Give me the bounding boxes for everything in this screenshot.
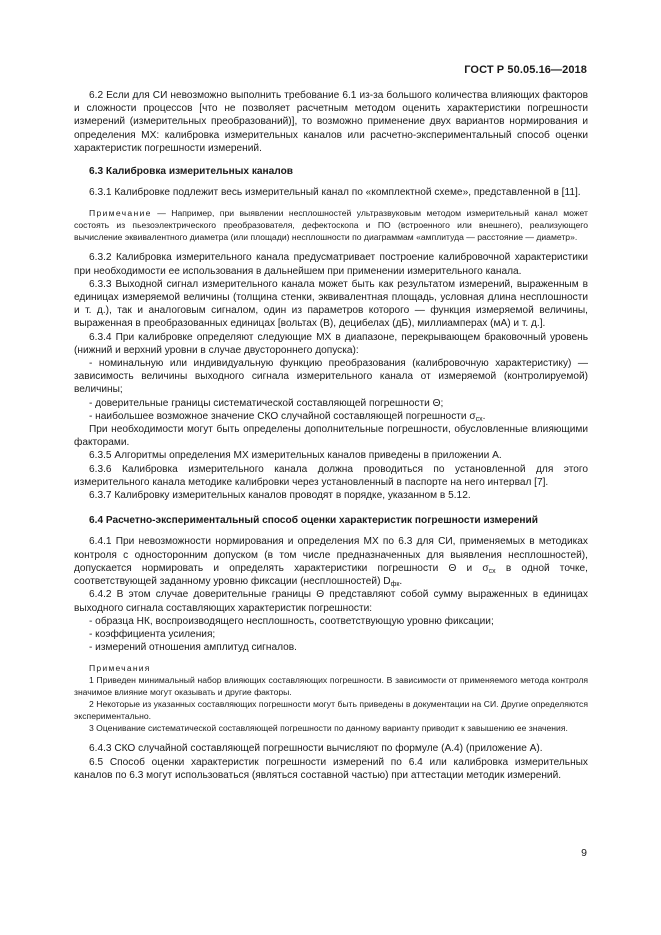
paragraph-6-3-2: 6.3.2 Калибровка измерительного канала предусматривает построение калибровочной характеристики при необходимости ее использования в дальнейшем при применении измерительного канала.: [74, 252, 588, 277]
paragraph-6-4-1-text-a: 6.4.1 При невозможности нормирования и определения МХ по 6.3 для СИ, применяемых в методиках контроля с односторонним допуском (в том числе предназначенных для выявления несплошностей), допускается нормировать и определять характеристики погрешности Θ и σ: [74, 536, 588, 574]
sigma-subscript: сх: [475, 415, 483, 423]
paragraph-6-4-1: [74, 535, 588, 588]
paragraph-6-4-1-period: .: [399, 576, 403, 588]
paragraph-6-3-6: 6.3.6 Калибровка измерительного канала должна проводиться по установленной для этого измерительного канала методике калибровки через установленный в паспорте на него интервал [7].: [74, 463, 588, 488]
page-number: 9: [581, 847, 587, 859]
note-6-3-1: [74, 207, 588, 243]
list-item: - образца НК, воспроизводящего несплошность, соответствующую уровню фиксации;: [89, 615, 494, 627]
list-item: - коэффициента усиления;: [89, 628, 216, 640]
paragraph-6-4-2: 6.4.2 В этом случае доверительные границы Θ представляют собой сумму выраженных в единицах выходного сигнала составляющих характеристик погрешности:: [74, 589, 588, 614]
note-item: 1 Приведен минимальный набор влияющих составляющих погрешности. В зависимости от применяемого метода контроля значимое влияние могут оказывать и другие факторы.: [74, 675, 588, 698]
section-heading-6-3: 6.3 Калибровка измерительных каналов: [89, 166, 293, 178]
list-item-period: .: [482, 410, 486, 422]
paragraph-6-4-3: 6.4.3 СКО случайной составляющей погрешности вычисляют по формуле (А.4) (приложение А).: [89, 743, 543, 755]
paragraph-6-2: 6.2 Если для СИ невозможно выполнить требование 6.1 из-за большого количества влияющих факторов и сложности процессов [что не позволяет расчетным методом оценить характеристики погрешности измерений (измерительных преобразований)], то возможно применение двух вариантов нормирования и определения МХ: калибровка измерительных каналов или расчетно-экспериментальный способ оценки характеристик погрешности измерений.: [74, 90, 588, 154]
list-item: - номинальную или индивидуальную функцию преобразования (калибровочную характеристику) — зависимость величины выходного сигнала измерительного канала от измеряемой (контролируемой) величины;: [74, 358, 588, 396]
section-heading-6-4: 6.4 Расчетно-экспериментальный способ оценки характеристик погрешности измерений: [89, 515, 538, 527]
paragraph-6-5: 6.5 Способ оценки характеристик погрешности измерений по 6.4 или калибровка измерительных каналов по 6.3 могут использоваться (являться составной частью) при аттестации методик измерений.: [74, 756, 588, 781]
note-item: 3 Оценивание систематической составляющей погрешности по данному варианту приводит к завышению ее значения.: [89, 723, 568, 734]
note-text: — Например, при выявлении несплошностей ультразвуковым методом измерительный канал может состоять из пьезоэлектрического преобразователя, дефектоскопа и ПО (встроенного или внешнего), реализующего вычисление эквивалентного диаметра (или площади) несплошности по диаграммам «амплитуда — расстояние — диаметр».: [74, 208, 588, 243]
notes-heading: Примечания: [89, 663, 151, 674]
page-content: [74, 89, 588, 782]
list-item: [74, 410, 588, 423]
list-item-text: - наибольшее возможное значение СКО случайной составляющей погрешности σ: [89, 410, 476, 422]
list-item: - доверительные границы систематической составляющей погрешности Θ;: [89, 397, 444, 409]
d-subscript: фк: [390, 581, 400, 589]
paragraph-additional-errors: При необходимости могут быть определены дополнительные погрешности, обусловленные влияющими факторами.: [74, 424, 588, 449]
paragraph-6-4-1-text-b: в одной точке, соответствующей заданному уровню фиксации (несплошностей) D: [74, 562, 588, 588]
paragraph-6-3-7: 6.3.7 Калибровку измерительных каналов проводят в порядке, указанном в 5.12.: [89, 490, 471, 502]
note-label: Примечание: [89, 208, 152, 219]
list-item: - измерений отношения амплитуд сигналов.: [89, 642, 297, 654]
paragraph-6-3-1: 6.3.1 Калибровке подлежит весь измерительный канал по «комплектной схеме», представленной в [11].: [89, 187, 581, 199]
paragraph-6-3-5: 6.3.5 Алгоритмы определения МХ измерительных каналов приведены в приложении А.: [89, 450, 502, 462]
document-id: ГОСТ Р 50.05.16—2018: [464, 64, 587, 76]
sigma-subscript: сх: [488, 567, 496, 575]
paragraph-6-3-3: 6.3.3 Выходной сигнал измерительного канала может быть как результатом измерений, выраженным в единицах измеряемой величины (толщина стенки, эквивалентная площадь, условная длина несплошности и т. д.), так и аналоговым сигналом, один из параметров которого — функция измеряемой величины, выраженная в преобразованных единицах [вольтах (В), децибелах (дБ), миллиамперах (мА) и т. д.].: [74, 278, 588, 330]
note-item: 2 Некоторые из указанных составляющих погрешности могут быть приведены в документации на СИ. Другие определяются экспериментально.: [74, 699, 588, 722]
paragraph-6-3-4: 6.3.4 При калибровке определяют следующие МХ в диапазоне, перекрывающем браковочный уровень (нижний и верхний уровни в случае двустороннего допуска):: [74, 331, 588, 356]
